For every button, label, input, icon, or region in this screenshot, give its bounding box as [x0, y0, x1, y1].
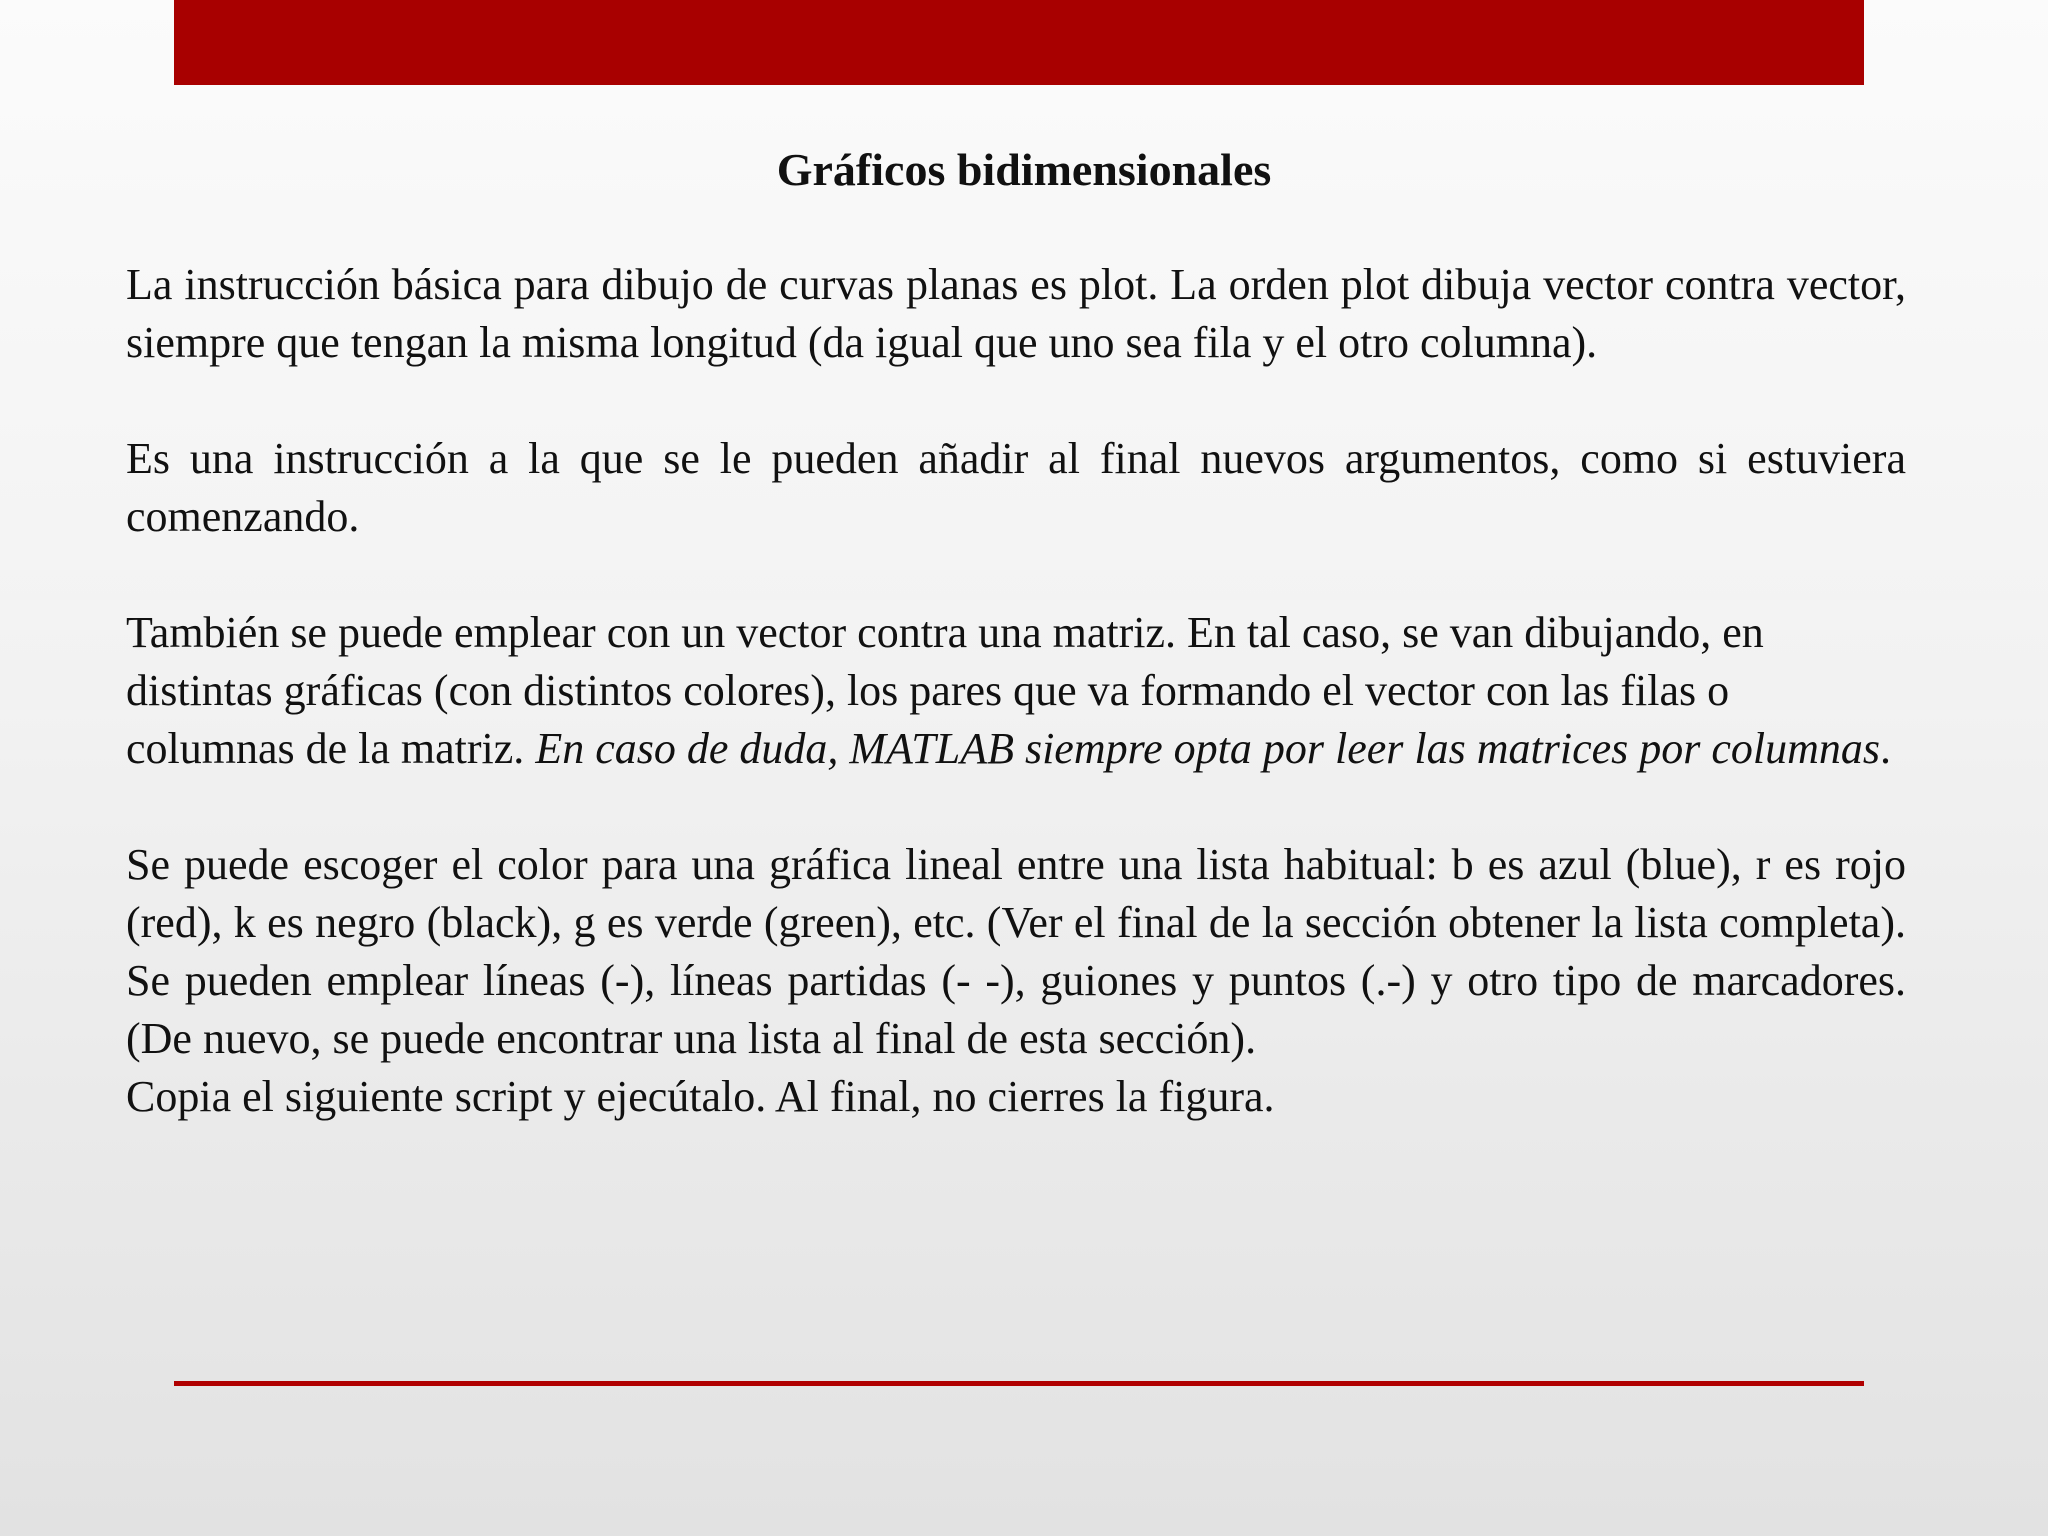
colors-linestyles-text: Se puede escoger el color para una gráfica lineal entre una lista habitual: b es azul (blue), r es rojo (red), k es negro (black), g es verde (green), etc. (Ver el final de la sección obtener la lista completa). Se pueden emplear líneas (-), líneas partidas (- -), guiones y puntos (.-) y otro tipo de marcadores. (De nuevo, se puede encontrar una lista al final de esta sección). — [126, 840, 1906, 1063]
matlab-columns-note: En caso de duda, MATLAB siempre opta por leer las matrices por columnas — [535, 724, 1881, 773]
paragraph-plot-arguments: Es una instrucción a la que se le pueden añadir al final nuevos argumentos, como si estuviera comenzando. — [126, 434, 1906, 541]
slide-title: Gráficos bidimensionales — [776, 144, 1272, 195]
bottom-divider-line — [174, 1381, 1864, 1386]
paragraph-vector-matrix-text: También se puede emplear con un vector contra una matriz. En tal caso, se van dibujando, en distintas gráficas (con distintos colores), los pares que va formando el vector con las filas o columnas de la matriz. — [126, 608, 1764, 773]
script-instruction: Copia el siguiente script y ejecútalo. Al final, no cierres la figura. — [126, 1072, 1275, 1121]
slide-body — [126, 256, 1906, 1184]
top-accent-bar — [174, 0, 1864, 85]
paragraph-plot-basics: La instrucción básica para dibujo de curvas planas es plot. La orden plot dibuja vector contra vector, siempre que tengan la misma longitud (da igual que uno sea fila y el otro columna). — [126, 260, 1906, 367]
paragraph-vector-matrix — [126, 604, 1906, 778]
paragraph-colors-linestyles — [126, 836, 1906, 1126]
paragraph-vector-matrix-end: . — [1880, 724, 1892, 773]
